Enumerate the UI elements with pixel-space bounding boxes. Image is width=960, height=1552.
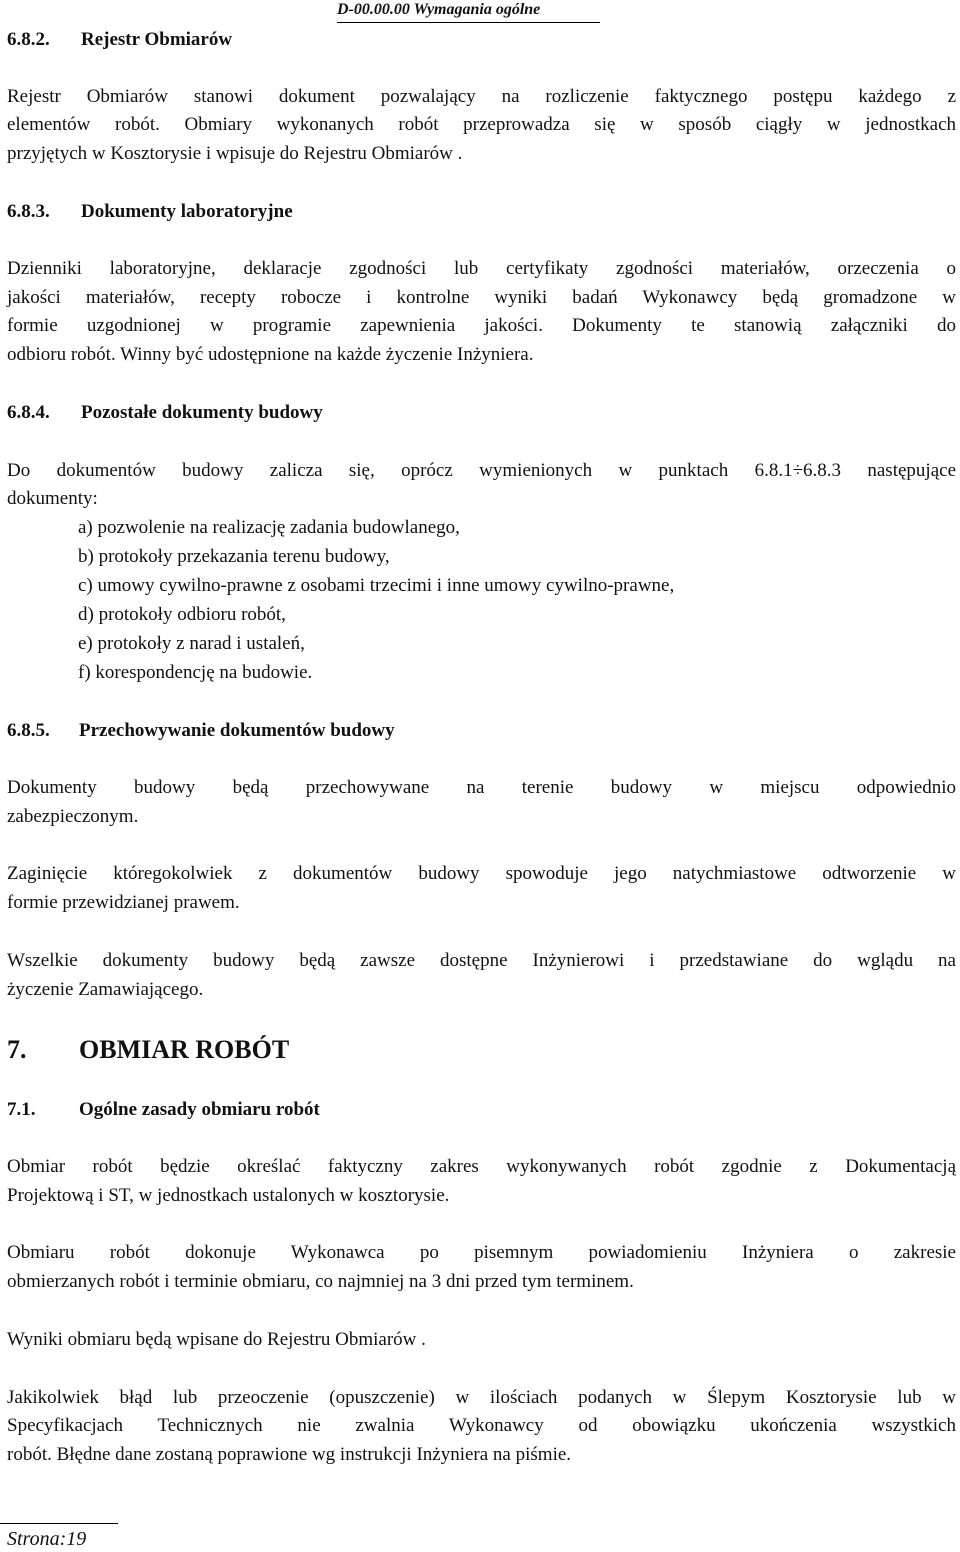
list-item: b) protokoły przekazania terenu budowy, [78, 546, 390, 567]
header-rule [337, 22, 600, 23]
paragraph-line: Do dokumentów budowy zalicza się, oprócz wymienionych w punktach 6.8.1÷6.8.3 następujące [7, 460, 956, 481]
section-heading-6-8-5 [7, 719, 395, 743]
footer-rule [0, 1523, 118, 1524]
section-heading-6-8-4 [7, 401, 323, 425]
section-title: Przechowywanie dokumentów budowy [79, 720, 395, 741]
document-code-header: D-00.00.00 Wymagania ogólne [337, 1, 541, 18]
section-heading-7-1 [7, 1098, 320, 1122]
paragraph-line: Rejestr Obmiarów stanowi dokument pozwalający na rozliczenie faktycznego postępu każdego z [7, 86, 956, 107]
section-title: Dokumenty laboratoryjne [81, 201, 293, 222]
chapter-number: 7. [7, 1035, 27, 1064]
section-number: 7.1. [7, 1099, 36, 1120]
paragraph-line: Specyfikacjach Technicznych nie zwalnia Wykonawcy od obowiązku ukończenia wszystkich [7, 1415, 956, 1436]
paragraph-line: Dokumenty budowy będą przechowywane na terenie budowy w miejscu odpowiednio [7, 777, 956, 798]
section-heading-6-8-3 [7, 200, 293, 224]
paragraph-line: formie uzgodnionej w programie zapewnienia jakości. Dokumenty te stanowią załączniki do [7, 315, 956, 336]
section-title: Ogólne zasady obmiaru robót [79, 1099, 320, 1120]
paragraph-line: Jakikolwiek błąd lub przeoczenie (opuszczenie) w ilościach podanych w Ślepym Kosztorysie lub w [7, 1387, 956, 1408]
list-item: f) korespondencję na budowie. [78, 662, 313, 683]
paragraph-line: Wyniki obmiaru będą wpisane do Rejestru Obmiarów . [7, 1329, 426, 1350]
section-number: 6.8.4. [7, 402, 50, 423]
list-item: e) protokoły z narad i ustaleń, [78, 633, 305, 654]
paragraph-line: Projektową i ST, w jednostkach ustalonych w kosztorysie. [7, 1185, 450, 1206]
section-title: Pozostałe dokumenty budowy [81, 402, 323, 423]
paragraph-line: Obmiar robót będzie określać faktyczny zakres wykonywanych robót zgodnie z Dokumentacją [7, 1156, 956, 1177]
section-heading-6-8-2 [7, 28, 232, 52]
paragraph-line: odbioru robót. Winny być udostępnione na każde życzenie Inżyniera. [7, 344, 534, 365]
page-number-footer: Strona:19 [7, 1528, 87, 1550]
paragraph-line: Dzienniki laboratoryjne, deklaracje zgodności lub certyfikaty zgodności materiałów, orzeczenia o [7, 258, 956, 279]
paragraph-line: jakości materiałów, recepty robocze i kontrolne wyniki badań Wykonawcy będą gromadzone w [7, 287, 956, 308]
paragraph-line: obmierzanych robót i terminie obmiaru, co najmniej na 3 dni przed tym terminem. [7, 1271, 634, 1292]
paragraph-line: robót. Błędne dane zostaną poprawione wg instrukcji Inżyniera na piśmie. [7, 1444, 572, 1465]
list-item: d) protokoły odbioru robót, [78, 604, 286, 625]
paragraph-line: formie przewidzianej prawem. [7, 892, 240, 913]
section-number: 6.8.3. [7, 201, 50, 222]
paragraph-line: Wszelkie dokumenty budowy będą zawsze dostępne Inżynierowi i przedstawiane do wglądu na [7, 950, 956, 971]
section-number: 6.8.5. [7, 720, 50, 741]
paragraph-line: elementów robót. Obmiary wykonanych robót przeprowadza się w sposób ciągły w jednostkach [7, 114, 956, 135]
section-title: Rejestr Obmiarów [81, 29, 233, 50]
section-number: 6.8.2. [7, 29, 50, 50]
chapter-heading-7 [7, 1035, 289, 1065]
paragraph-line: dokumenty: [7, 488, 98, 509]
list-item: a) pozwolenie na realizację zadania budowlanego, [78, 517, 460, 538]
chapter-title: OBMIAR ROBÓT [79, 1035, 290, 1064]
list-item: c) umowy cywilno-prawne z osobami trzecimi i inne umowy cywilno-prawne, [78, 575, 675, 596]
paragraph-line: zabezpieczonym. [7, 806, 139, 827]
paragraph-line: życzenie Zamawiającego. [7, 979, 204, 1000]
paragraph-line: Obmiaru robót dokonuje Wykonawca po pisemnym powiadomieniu Inżyniera o zakresie [7, 1242, 956, 1263]
paragraph-line: przyjętych w Kosztorysie i wpisuje do Rejestru Obmiarów . [7, 143, 463, 164]
paragraph-line: Zaginięcie któregokolwiek z dokumentów budowy spowoduje jego natychmiastowe odtworzenie w [7, 863, 956, 884]
